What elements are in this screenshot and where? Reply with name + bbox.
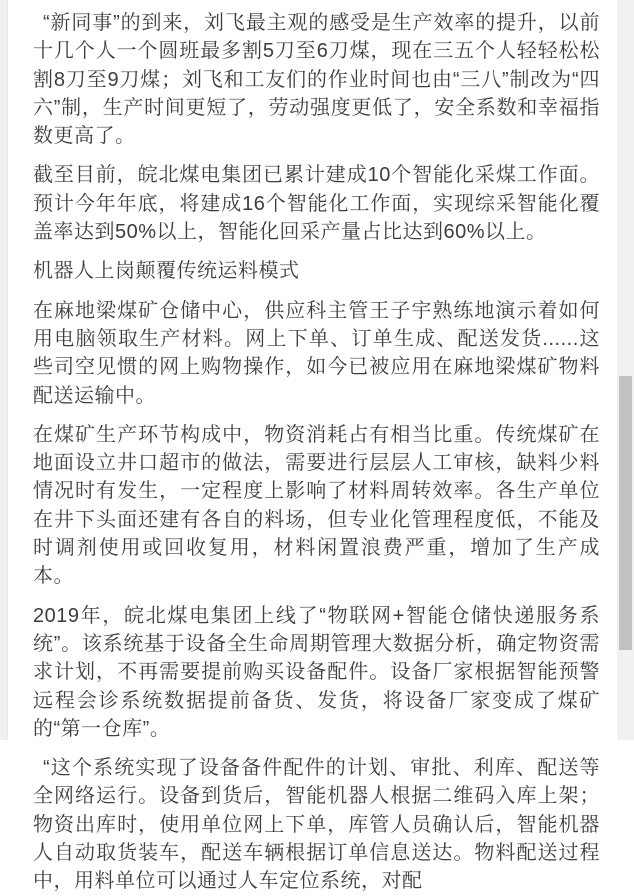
article-paragraph: “新同事”的到来，刘飞最主观的感受是生产效率的提升，以前十几个人一个圆班最多割5刀至6刀煤，现在三五个人轻轻松松割8刀至9刀煤；刘飞和工友们的作业时间也由“三八”制改为“四六”制，生产时间更短了，劳动强度更低了，安全系数和幸福指数更高了。 [33, 12, 600, 148]
article-paragraph: “这个系统实现了设备备件配件的计划、审批、利库、配送等全网络运行。设备到货后，智能机器人根据二维码入库上架；物资出库时，使用单位网上下单，库管人员确认后，智能机器人自动取货装车，配送车辆根据订单信息送达。物料配送过程中，用料单位可以通过人车定位系统，对配 [33, 757, 600, 893]
section-heading: 机器人上岗颠覆传统运料模式 [33, 260, 300, 283]
page-gutter-left [0, 0, 8, 740]
article-paragraph: 在煤矿生产环节构成中，物资消耗占有相当比重。传统煤矿在地面设立井口超市的做法，需要进行层层人工审核，缺料少料情况时有发生，一定程度上影响了材料周转效率。各生产单位在井下头面还建有各自的料场，但专业化管理程度低，不能及时调剂使用或回收复用，材料闲置浪费严重，增加了生产成本。 [33, 423, 600, 588]
article-paragraph: 2019年，皖北煤电集团上线了“物联网+智能仓储快递服务系统”。该系统基于设备全生命周期管理大数据分析，确定物资需求计划，不再需要提前购买设备配件。设备厂家根据智能预警远程会诊系统数据提前备货、发货，将设备厂家变成了煤矿的“第一仓库”。 [33, 604, 600, 740]
article-body [8, 0, 617, 893]
article-paragraph: 截至目前，皖北煤电集团已累计建成10个智能化采煤工作面。预计今年年底，将建成16个智能化工作面，实现综采智能化覆盖率达到50%以上，智能化回采产量占比达到60%以上。 [33, 164, 600, 244]
scrollbar-thumb[interactable] [619, 376, 632, 650]
article-paragraph: 在麻地梁煤矿仓储中心，供应科主管王子宇熟练地演示着如何用电脑领取生产材料。网上下单、订单生成、配送发货......这些司空见惯的网上购物操作，如今已被应用在麻地梁煤矿物料配送运输中。 [33, 299, 600, 407]
scrollbar-track[interactable] [617, 0, 634, 740]
